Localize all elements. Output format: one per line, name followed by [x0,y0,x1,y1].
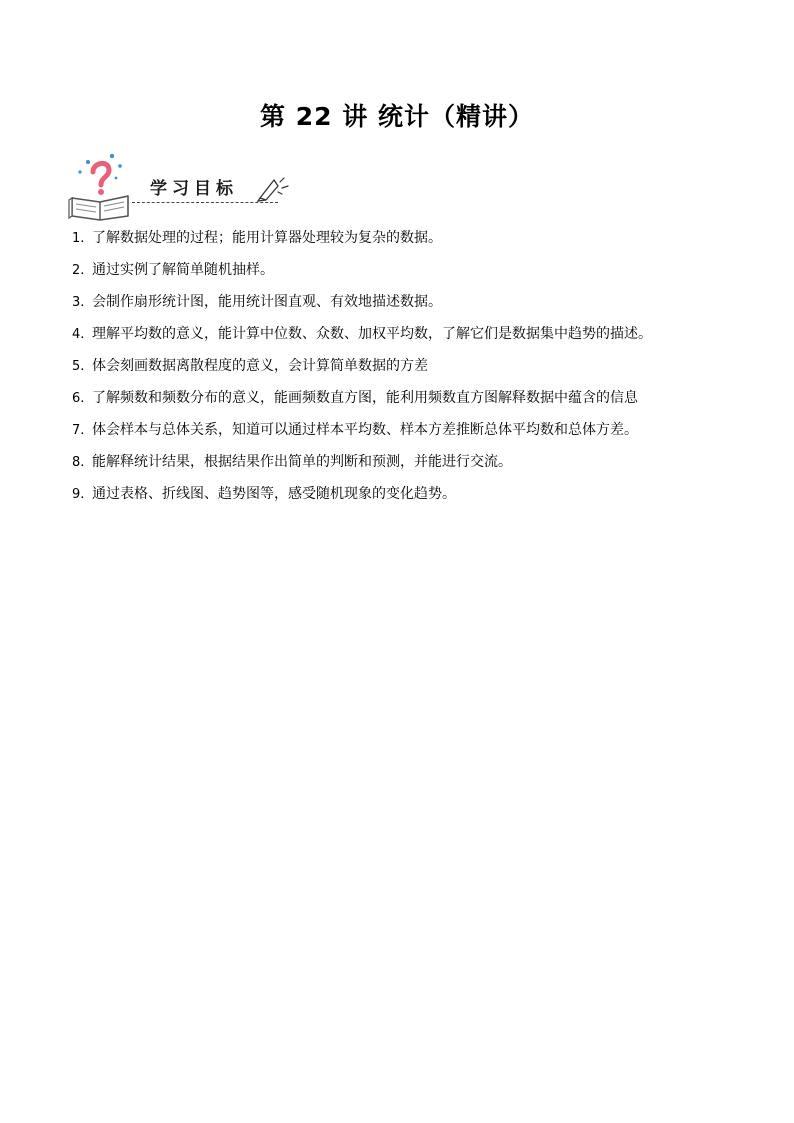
list-item-text: 体会样本与总体关系，知道可以通过样本平均数、样本方差推断总体平均数和总体方差。 [92,422,638,438]
list-item [72,354,762,386]
list-item [72,386,762,418]
section-header [66,150,306,222]
section-label: 学习目标 [150,179,238,199]
list-item-number: 2. [72,263,85,278]
list-item-text: 了解数据处理的过程；能用计算器处理较为复杂的数据。 [92,230,442,246]
list-item-text: 会制作扇形统计图，能用统计图直观、有效地描述数据。 [92,294,442,310]
list-item [72,482,762,514]
list-item-number: 8. [72,455,85,470]
list-item-number: 5. [72,359,85,374]
list-item [72,258,762,290]
list-item-number: 9. [72,487,85,502]
list-item-text: 了解频数和频数分布的意义，能画频数直方图，能利用频数直方图解释数据中蕴含的信息 [92,390,638,406]
list-item-text: 通过实例了解简单随机抽样。 [92,262,274,278]
book-question-icon [66,150,138,222]
list-item [72,450,762,482]
list-item-text: 体会刻画数据离散程度的意义，会计算简单数据的方差 [92,358,428,374]
learning-goals-list [72,226,762,514]
pencil-icon [256,176,290,202]
list-item [72,322,762,354]
list-item [72,226,762,258]
list-item-text: 理解平均数的意义，能计算中位数、众数、加权平均数，了解它们是数据集中趋势的描述。 [92,326,652,342]
section-divider [132,202,278,203]
list-item-number: 3. [72,295,85,310]
list-item [72,290,762,322]
list-item-text: 能解释统计结果，根据结果作出简单的判断和预测，并能进行交流。 [92,454,512,470]
list-item-number: 1. [72,231,85,246]
list-item [72,418,762,450]
list-item-number: 4. [72,327,85,342]
list-item-text: 通过表格、折线图、趋势图等，感受随机现象的变化趋势。 [92,486,456,502]
list-item-number: 6. [72,391,85,406]
list-item-number: 7. [72,423,85,438]
page-title: 第 22 讲 统计（精讲） [260,102,534,131]
